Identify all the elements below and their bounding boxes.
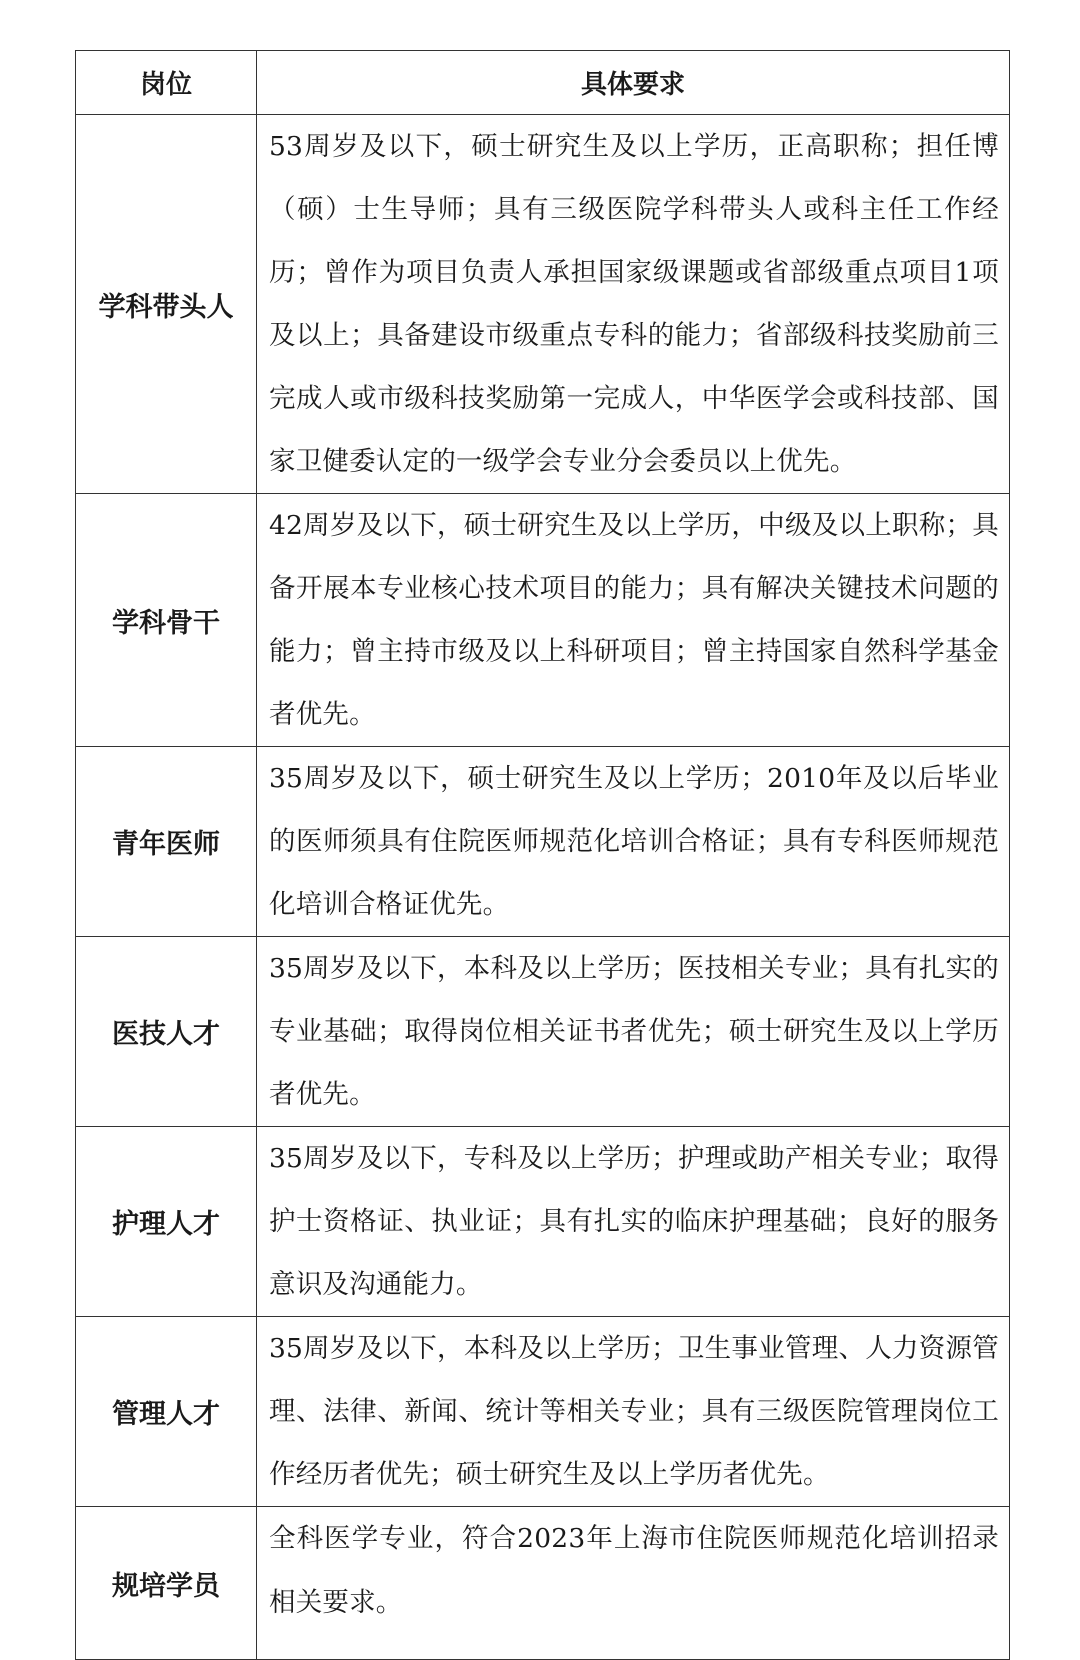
table-row <box>76 937 1010 1127</box>
table-row <box>76 1127 1010 1317</box>
post-name: 护理人才 <box>76 1127 257 1317</box>
post-requirements: 全科医学专业，符合2023年上海市住院医师规范化培训招录相关要求。 <box>257 1507 1010 1660</box>
post-requirements: 35周岁及以下，硕士研究生及以上学历；2010年及以后毕业的医师须具有住院医师规范化培训合格证；具有专科医师规范化培训合格证优先。 <box>257 747 1010 937</box>
post-requirements: 35周岁及以下，本科及以上学历；卫生事业管理、人力资源管理、法律、新闻、统计等相关专业；具有三级医院管理岗位工作经历者优先；硕士研究生及以上学历者优先。 <box>257 1317 1010 1507</box>
table-header-row <box>76 51 1010 115</box>
post-name: 医技人才 <box>76 937 257 1127</box>
header-requirements: 具体要求 <box>257 51 1010 115</box>
post-requirements: 42周岁及以下，硕士研究生及以上学历，中级及以上职称；具备开展本专业核心技术项目的能力；具有解决关键技术问题的能力；曾主持市级及以上科研项目；曾主持国家自然科学基金者优先。 <box>257 494 1010 747</box>
requirements-table <box>75 50 1010 1660</box>
post-name: 青年医师 <box>76 747 257 937</box>
table-row <box>76 1317 1010 1507</box>
post-requirements: 53周岁及以下，硕士研究生及以上学历，正高职称；担任博（硕）士生导师；具有三级医院学科带头人或科主任工作经历；曾作为项目负责人承担国家级课题或省部级重点项目1项及以上；具备建设市级重点专科的能力；省部级科技奖励前三完成人或市级科技奖励第一完成人，中华医学会或科技部、国家卫健委认定的一级学会专业分会委员以上优先。 <box>257 115 1010 494</box>
post-name: 学科带头人 <box>76 115 257 494</box>
header-post: 岗位 <box>76 51 257 115</box>
post-requirements: 35周岁及以下，本科及以上学历；医技相关专业；具有扎实的专业基础；取得岗位相关证书者优先；硕士研究生及以上学历者优先。 <box>257 937 1010 1127</box>
table-row <box>76 747 1010 937</box>
post-name: 学科骨干 <box>76 494 257 747</box>
table-row <box>76 1507 1010 1660</box>
post-requirements: 35周岁及以下，专科及以上学历；护理或助产相关专业；取得护士资格证、执业证；具有扎实的临床护理基础；良好的服务意识及沟通能力。 <box>257 1127 1010 1317</box>
table-row <box>76 494 1010 747</box>
table-row <box>76 115 1010 494</box>
post-name: 规培学员 <box>76 1507 257 1660</box>
post-name: 管理人才 <box>76 1317 257 1507</box>
